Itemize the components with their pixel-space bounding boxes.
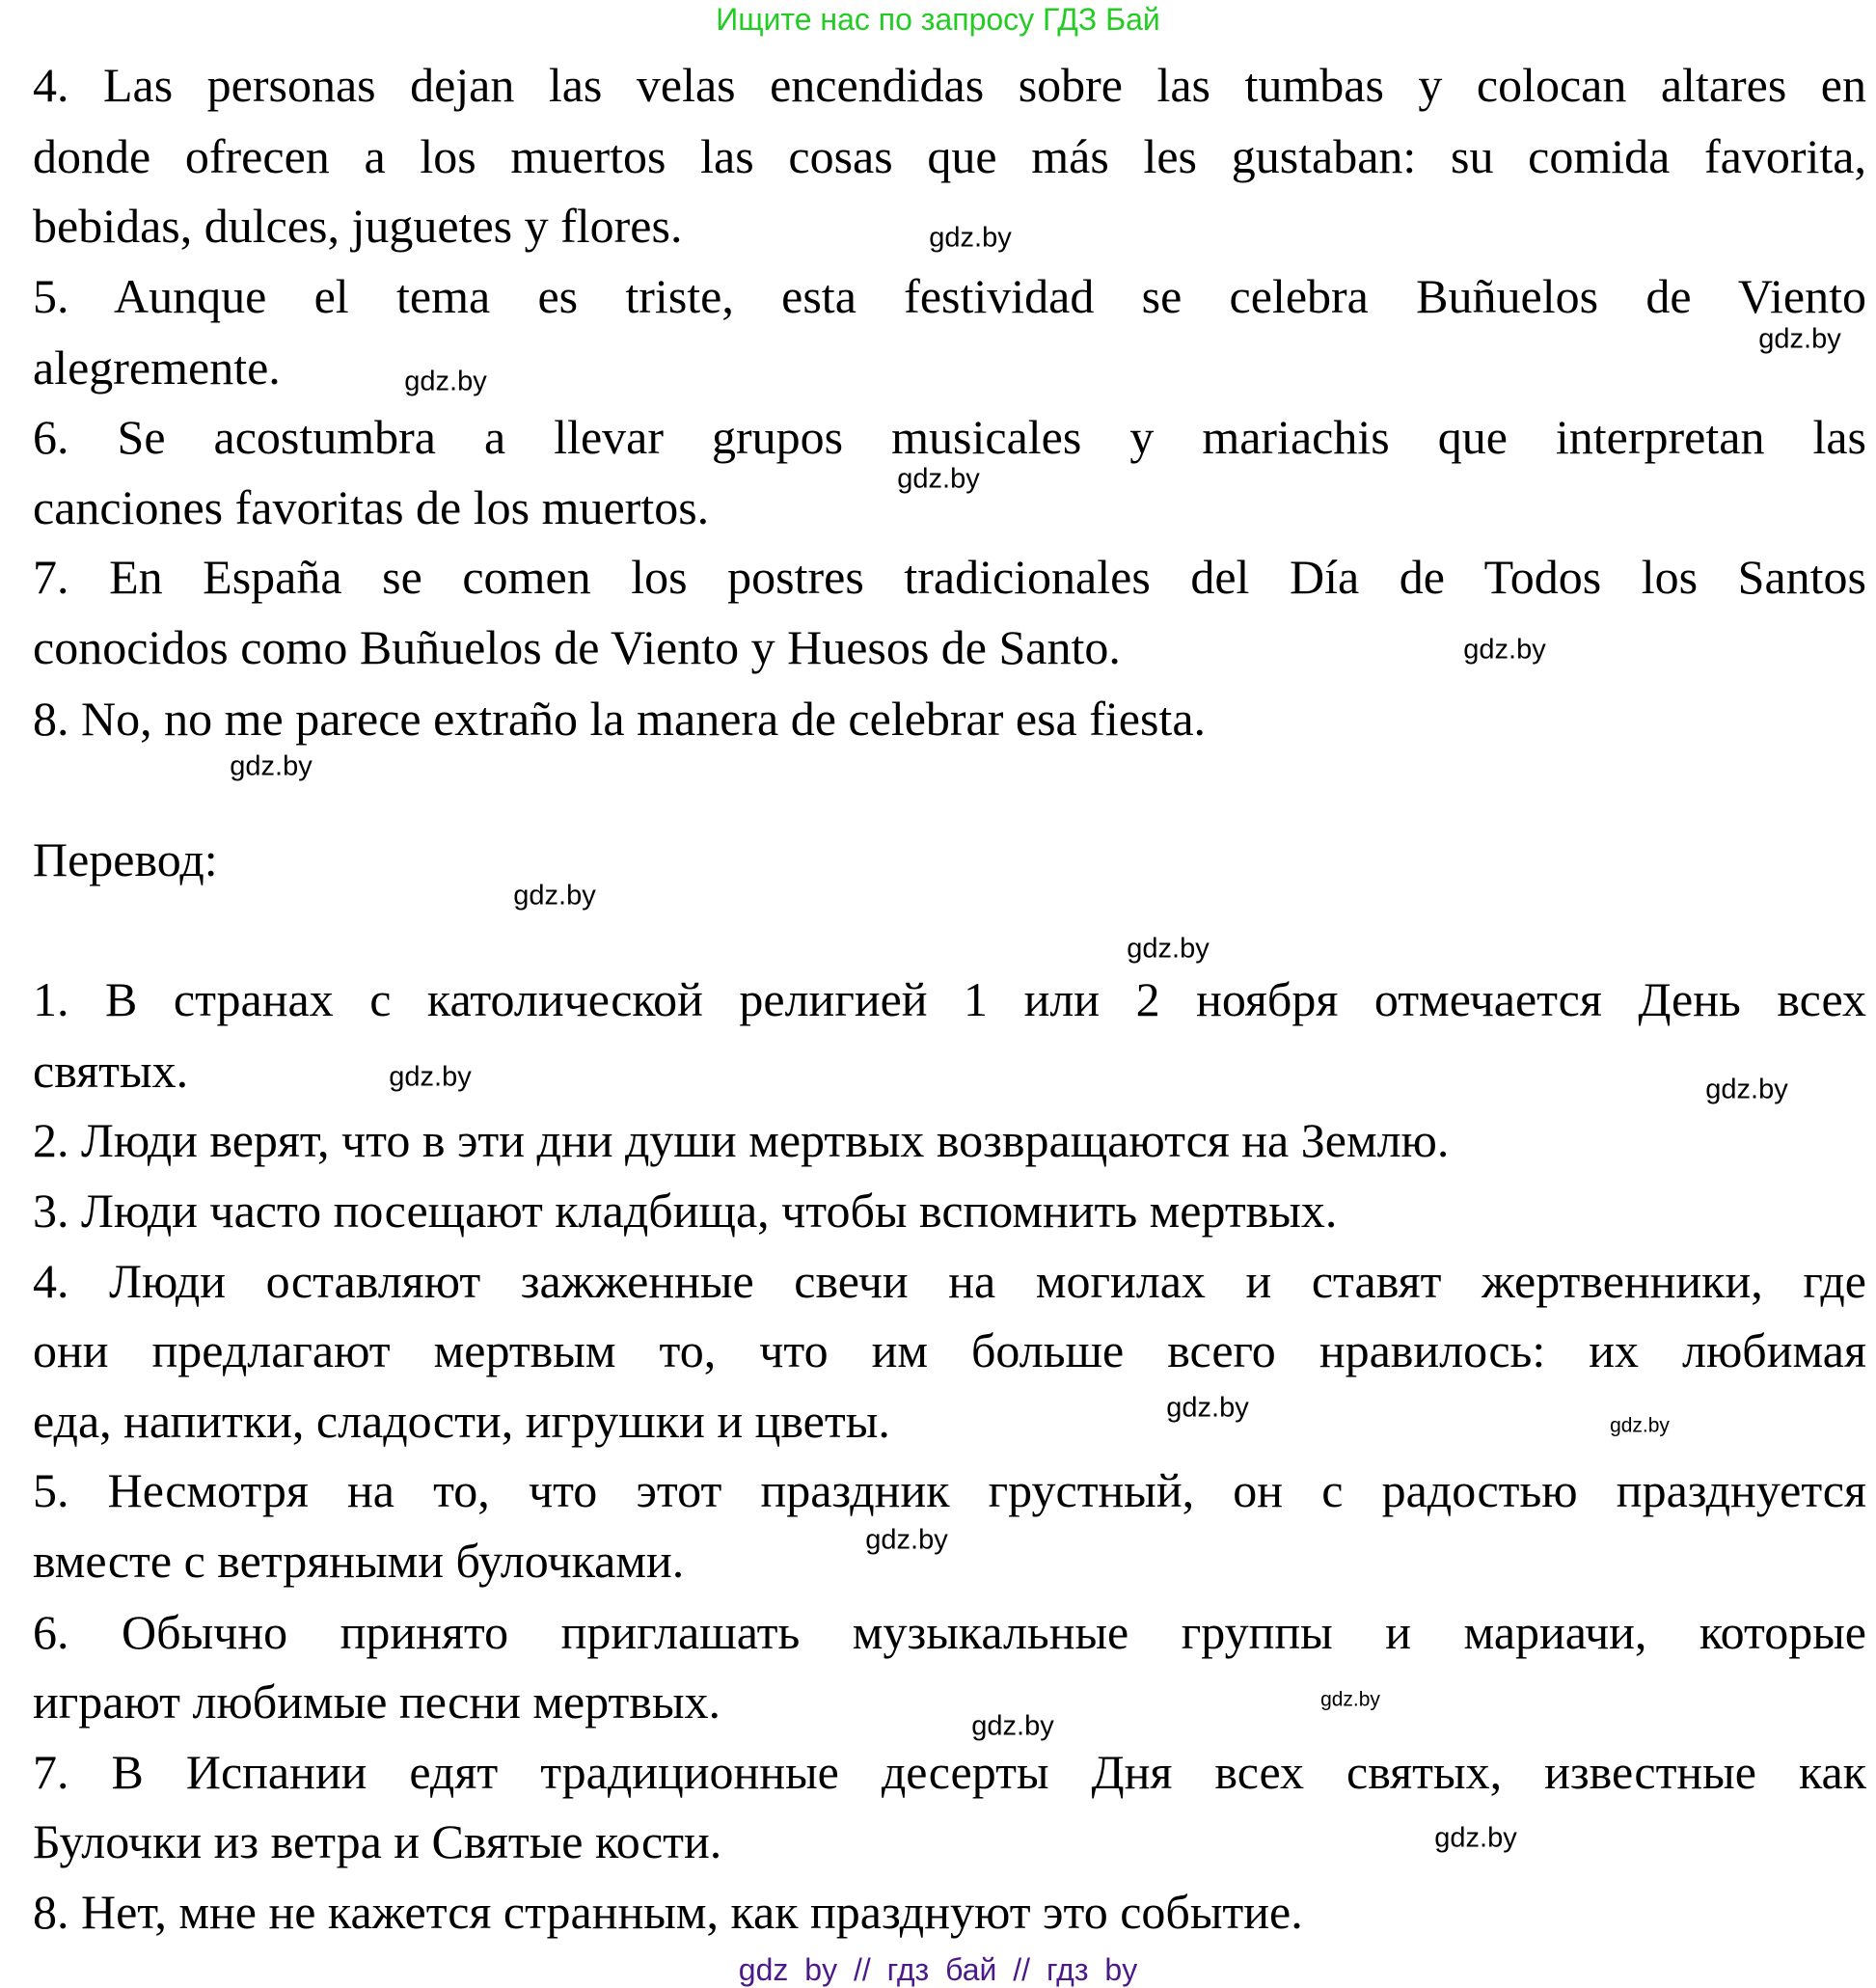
footer-watermark: gdz by // гдз бай // гдз by: [738, 1952, 1138, 1987]
watermark: gdz.by: [1127, 933, 1210, 965]
text-line: bebidas, dulces, juguetes y flores.: [33, 199, 683, 253]
watermark: gdz.by: [1463, 634, 1546, 666]
section-heading: Перевод:: [33, 832, 218, 886]
text-line: 2. Люди верят, что в эти дни души мертвых возвращаются на Землю.: [33, 1113, 1450, 1167]
text-line: Булочки из ветра и Святые кости.: [33, 1814, 722, 1868]
watermark: gdz.by: [1610, 1414, 1670, 1437]
text-line: conocidos como Buñuelos de Viento y Huesos de Santo.: [33, 620, 1121, 674]
text-line: они предлагают мертвым то, что им больше всего нравилось: их любимая: [33, 1323, 1866, 1377]
text-line: alegremente.: [33, 340, 281, 395]
watermark: gdz.by: [1434, 1822, 1517, 1854]
watermark: gdz.by: [1166, 1392, 1249, 1424]
text-line: 8. Нет, мне не кажется странным, как празднуют это событие.: [33, 1885, 1303, 1939]
text-line: 7. En España se comen los postres tradicionales del Día de Todos los Santos: [33, 550, 1866, 604]
search-banner: Ищите нас по запросу ГДЗ Бай: [716, 2, 1160, 37]
text-line: святых.: [33, 1044, 189, 1098]
text-line: 6. Se acostumbra a llevar grupos musicales y mariachis que interpretan las: [33, 410, 1866, 464]
watermark: gdz.by: [389, 1061, 472, 1093]
text-line: 5. Aunque el tema es triste, esta festividad se celebra Buñuelos de Viento: [33, 269, 1866, 323]
text-line: 4. Люди оставляют зажженные свечи на могилах и ставят жертвенники, где: [33, 1254, 1866, 1308]
watermark: gdz.by: [230, 750, 313, 782]
watermark: gdz.by: [897, 463, 980, 495]
text-line: еда, напитки, сладости, игрушки и цветы.: [33, 1394, 890, 1448]
watermark: gdz.by: [1758, 323, 1841, 355]
text-line: donde ofrecen a los muertos las cosas que más les gustaban: su comida favorita,: [33, 129, 1866, 183]
watermark: gdz.by: [929, 222, 1012, 254]
text-line: canciones favoritas de los muertos.: [33, 480, 710, 534]
text-line: играют любимые песни мертвых.: [33, 1675, 721, 1729]
text-line: вместе с ветряными булочками.: [33, 1534, 685, 1588]
watermark: gdz.by: [865, 1524, 948, 1556]
watermark: gdz.by: [404, 366, 487, 397]
text-line: 6. Обычно принято приглашать музыкальные группы и мариачи, которые: [33, 1605, 1866, 1659]
text-line: 5. Несмотря на то, что этот праздник грустный, он с радостью празднуется: [33, 1463, 1866, 1517]
text-line: 4. Las personas dejan las velas encendidas sobre las tumbas y colocan altares en: [33, 58, 1866, 112]
watermark: gdz.by: [1705, 1074, 1788, 1105]
text-line: 1. В странах с католической религией 1 или 2 ноября отмечается День всех: [33, 972, 1866, 1026]
text-line: 8. No, no me parece extraño la manera de celebrar esa fiesta.: [33, 692, 1207, 746]
watermark: gdz.by: [1320, 1688, 1380, 1711]
text-line: 3. Люди часто посещают кладбища, чтобы вспомнить мертвых.: [33, 1184, 1338, 1238]
text-line: 7. В Испании едят традиционные десерты Дня всех святых, известные как: [33, 1745, 1866, 1799]
watermark: gdz.by: [971, 1710, 1054, 1742]
watermark: gdz.by: [513, 880, 596, 912]
